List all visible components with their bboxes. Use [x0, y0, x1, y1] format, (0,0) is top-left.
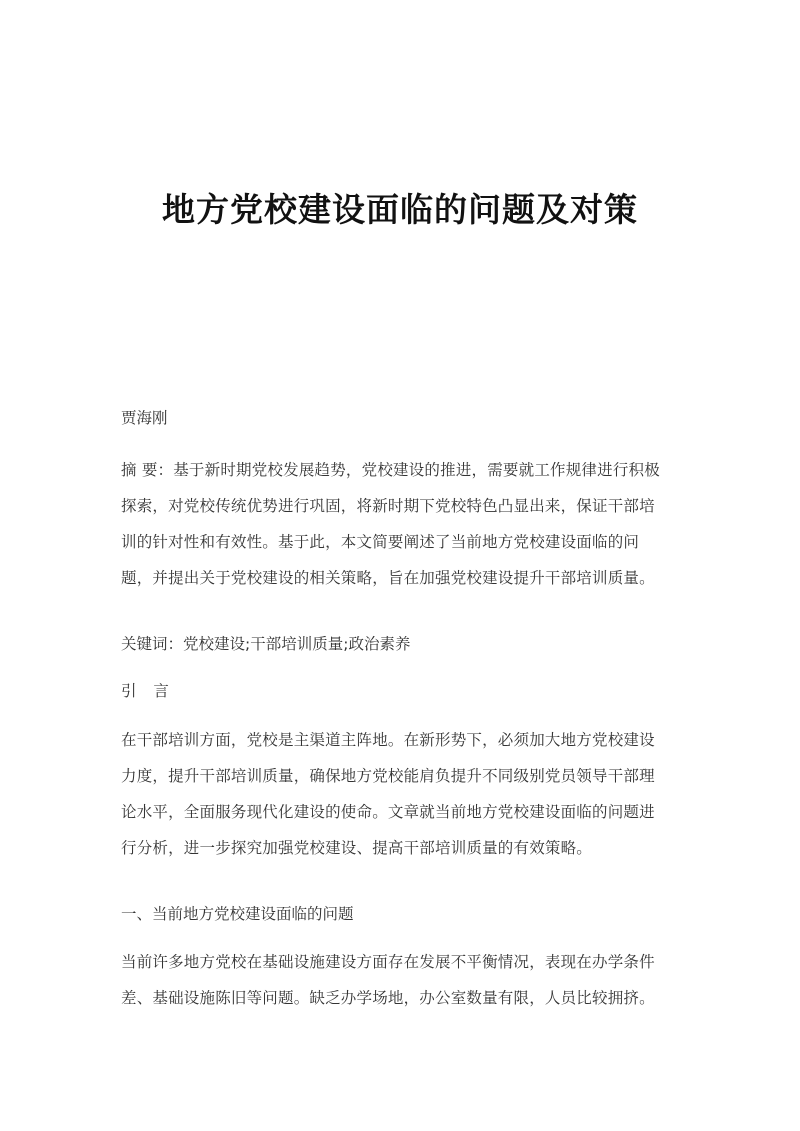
abstract-line-3: 训的针对性和有效性。基于此，本文简要阐述了当前地方党校建设面临的问 — [121, 533, 640, 551]
author-name-block — [121, 400, 681, 436]
keywords-block — [121, 626, 681, 662]
abstract-line-4: 题，并提出关于党校建设的相关策略，旨在加强党校建设提升干部培训质量。 — [121, 569, 655, 587]
section1-paragraph — [121, 944, 681, 1016]
abstract-text-1: 基于新时期党校发展趋势，党校建设的推进，需要就工作规律进行积极 — [173, 461, 660, 479]
section1-heading-block — [121, 896, 681, 932]
intro-heading-block — [121, 673, 681, 709]
abstract-line-2: 探索，对党校传统优势进行巩固，将新时期下党校特色凸显出来，保证干部培 — [121, 497, 655, 515]
abstract-line-1 — [121, 452, 681, 488]
intro-paragraph — [121, 722, 681, 866]
intro-heading: 引 言 — [121, 682, 175, 700]
abstract-label: 摘 要： — [121, 461, 174, 479]
intro-line-1: 在干部培训方面，党校是主渠道主阵地。在新形势下，必须加大地方党校建设 — [121, 731, 655, 749]
intro-line-4: 行分析，进一步探究加强党校建设、提高干部培训质量的有效策略。 — [121, 839, 593, 857]
intro-line-3: 论水平，全面服务现代化建设的使命。文章就当前地方党校建设面临的问题进 — [121, 803, 655, 821]
section1-heading: 一、当前地方党校建设面临的问题 — [121, 905, 354, 923]
keywords-line: 关键词：党校建设;干部培训质量;政治素养 — [121, 635, 411, 653]
intro-line-2: 力度，提升干部培训质量，确保地方党校能肩负提升不同级别党员领导干部理 — [121, 767, 655, 785]
section1-line-2: 差、基础设施陈旧等问题。缺乏办学场地，办公室数量有限，人员比较拥挤。 — [121, 989, 655, 1007]
document-title: 地方党校建设面临的问题及对策 — [162, 190, 638, 229]
author-name: 贾海刚 — [121, 409, 168, 427]
section1-line-1: 当前许多地方党校在基础设施建设方面存在发展不平衡情况，表现在办学条件 — [121, 953, 655, 971]
abstract-block — [121, 452, 681, 596]
